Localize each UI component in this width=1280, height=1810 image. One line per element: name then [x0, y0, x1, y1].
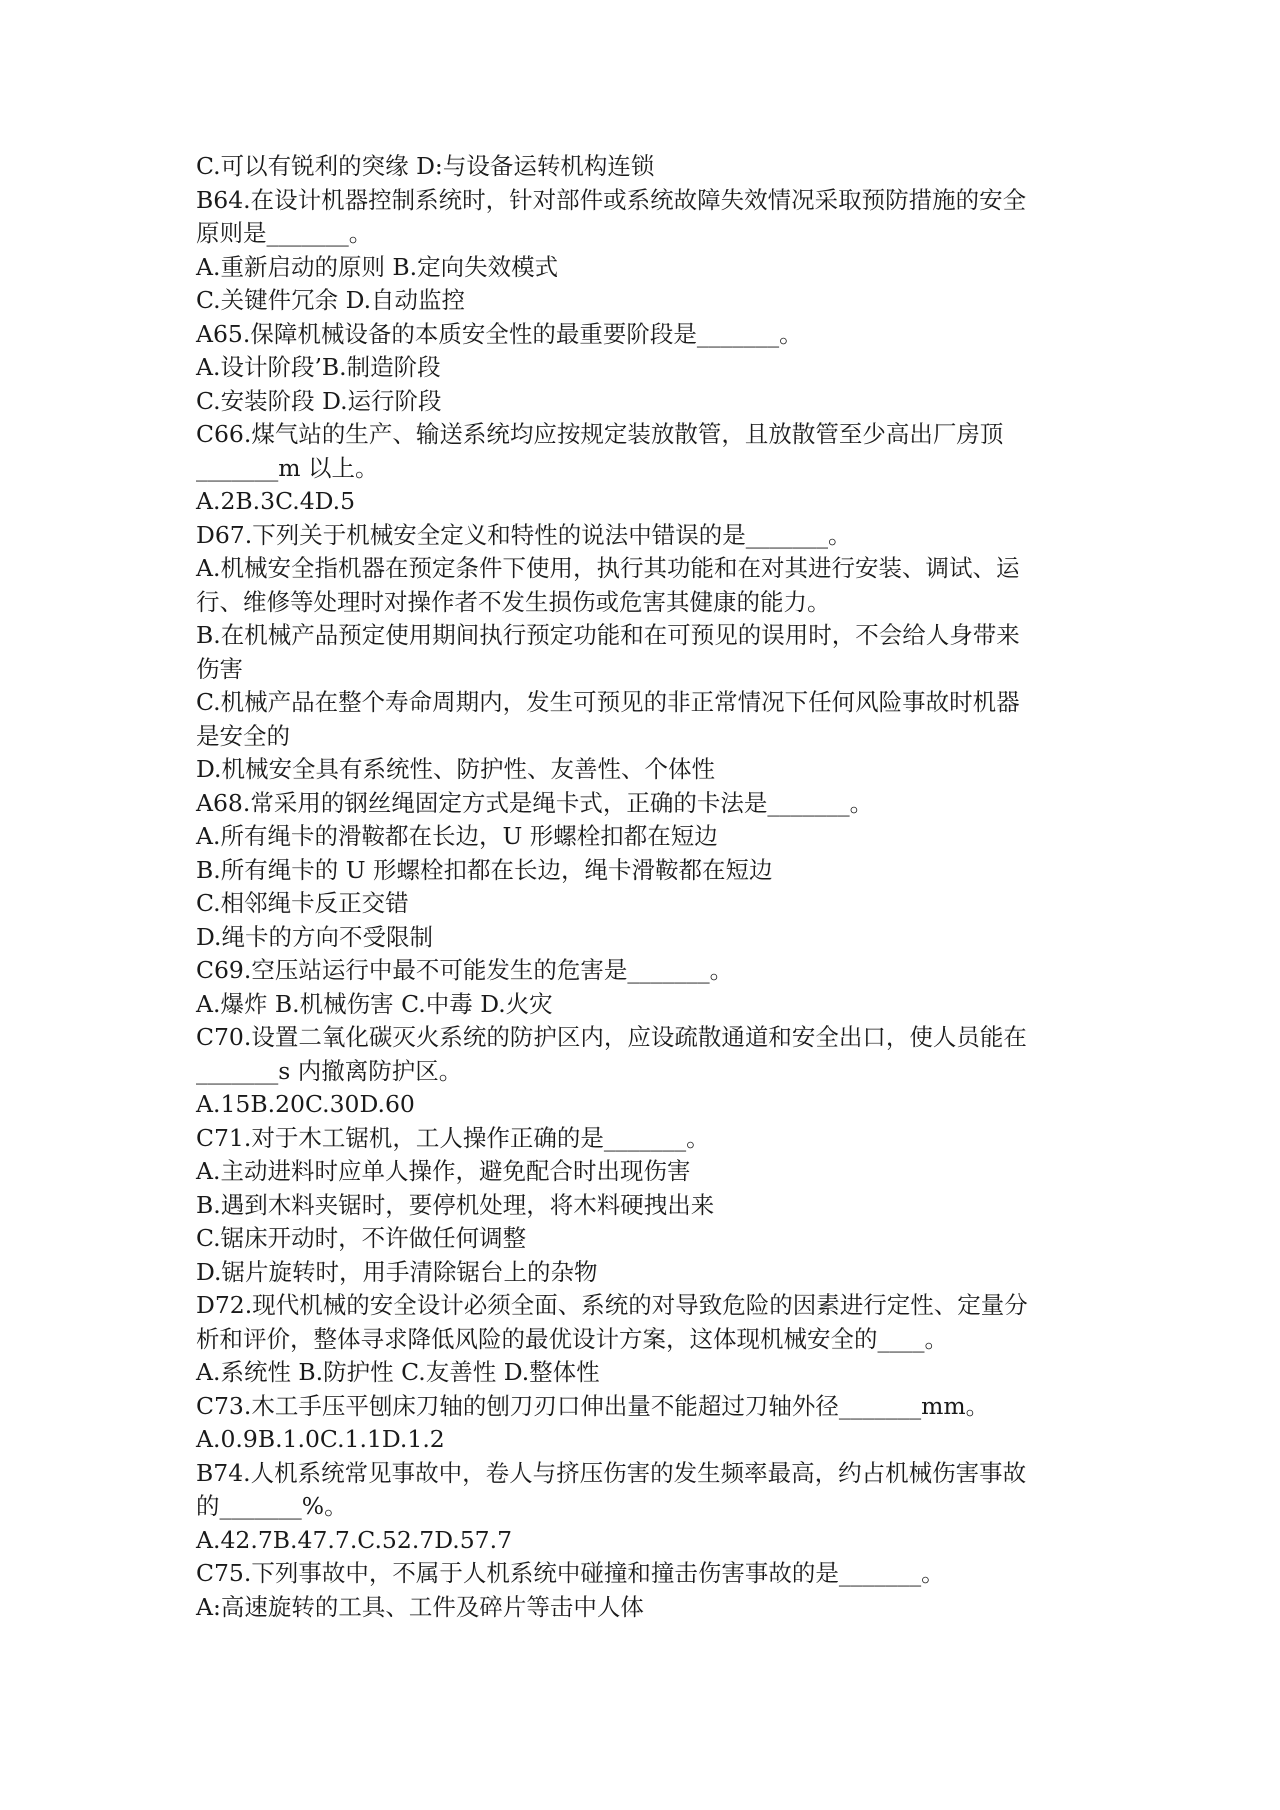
option-line: C.安装阶段 D.运行阶段 [196, 386, 442, 415]
option-line: B.所有绳卡的 U 形螺栓扣都在长边，绳卡滑鞍都在短边 [196, 855, 773, 884]
option-line: A.系统性 B.防护性 C.友善性 D.整体性 [196, 1358, 600, 1386]
option-line: 行、维修等处理时对操作者不发生损伤或危害其健康的能力。 [196, 587, 831, 616]
option-line: B.遇到木料夹锯时，要停机处理，将木料硬拽出来 [196, 1190, 715, 1219]
option-line: 伤害 [196, 654, 243, 683]
option-line: A.重新启动的原则 B.定向失效模式 [196, 252, 559, 281]
option-line: D.锯片旋转时，用手清除锯台上的杂物 [196, 1257, 598, 1286]
question-line: C71.对于木工锯机，工人操作正确的是_______。 [196, 1123, 710, 1152]
option-line: A.爆炸 B.机械伤害 C.中毒 D.火灾 [196, 989, 553, 1018]
option-line: A.15B.20C.30D.60 [196, 1090, 415, 1118]
question-line: C75.下列事故中，不属于人机系统中碰撞和撞击伤害事故的是_______。 [196, 1559, 945, 1587]
question-line: _______s 内撤离防护区。 [196, 1056, 463, 1085]
option-line: A.0.9B.1.0C.1.1D.1.2 [196, 1425, 445, 1453]
question-line: 析和评价，整体寻求降低风险的最优设计方案，这体现机械安全的____。 [196, 1324, 948, 1353]
option-line: A.42.7B.47.7.C.52.7D.57.7 [196, 1525, 513, 1554]
option-line: A:高速旋转的工具、工件及碎片等击中人体 [196, 1592, 644, 1621]
option-line: B.在机械产品预定使用期间执行预定功能和在可预见的误用时，不会给人身带来 [196, 621, 1020, 649]
question-line: _______m 以上。 [196, 453, 379, 482]
question-line: C73.木工手压平刨床刀轴的刨刀刃口伸出量不能超过刀轴外径_______mm。 [196, 1391, 990, 1420]
option-line: C.机械产品在整个寿命周期内，发生可预见的非正常情况下任何风险事故时机器 [196, 688, 1020, 716]
option-line: 是安全的 [196, 721, 290, 750]
option-line: A.所有绳卡的滑鞍都在长边，U 形螺栓扣都在短边 [196, 822, 718, 850]
option-line: D.绳卡的方向不受限制 [196, 922, 433, 951]
option-line: A.设计阶段’B.制造阶段 [196, 353, 441, 381]
question-line: C69.空压站运行中最不可能发生的危害是_______。 [196, 956, 734, 984]
question-line: A68.常采用的钢丝绳固定方式是绳卡式，正确的卡法是_______。 [196, 788, 874, 817]
question-line: D72.现代机械的安全设计必须全面、系统的对导致危险的因素进行定性、定量分 [196, 1291, 1028, 1319]
question-line: 原则是_______。 [196, 219, 373, 247]
option-line: A.2B.3C.4D.5 [196, 487, 356, 515]
question-line: C66.煤气站的生产、输送系统均应按规定装放散管，且放散管至少高出厂房顶 [196, 420, 1004, 448]
question-line: D67.下列关于机械安全定义和特性的说法中错误的是_______。 [196, 520, 852, 549]
question-line: B64.在设计机器控制系统时，针对部件或系统故障失效情况采取预防措施的安全 [196, 185, 1027, 214]
question-line: A65.保障机械设备的本质安全性的最重要阶段是_______。 [196, 319, 803, 348]
option-line: A.机械安全指机器在预定条件下使用，执行其功能和在对其进行安装、调试、运 [196, 554, 1020, 582]
option-line: C.关键件冗余 D.自动监控 [196, 286, 466, 314]
question-line: C70.设置二氧化碳灭火系统的防护区内，应设疏散通道和安全出口，使人员能在 [196, 1023, 1027, 1051]
question-line: B74.人机系统常见事故中，卷人与挤压伤害的发生频率最高，约占机械伤害事故 [196, 1458, 1027, 1487]
option-line: A.主动进料时应单人操作，避免配合时出现伤害 [196, 1157, 691, 1185]
document-body [196, 150, 1096, 1624]
question-line: 的_______%。 [196, 1492, 348, 1520]
option-line: C.锯床开动时，不许做任何调整 [196, 1224, 527, 1252]
option-line: C.相邻绳卡反正交错 [196, 889, 409, 917]
text-line: C.可以有锐利的突缘 D:与设备运转机构连锁 [196, 152, 655, 180]
option-line: D.机械安全具有系统性、防护性、友善性、个体性 [196, 755, 715, 783]
